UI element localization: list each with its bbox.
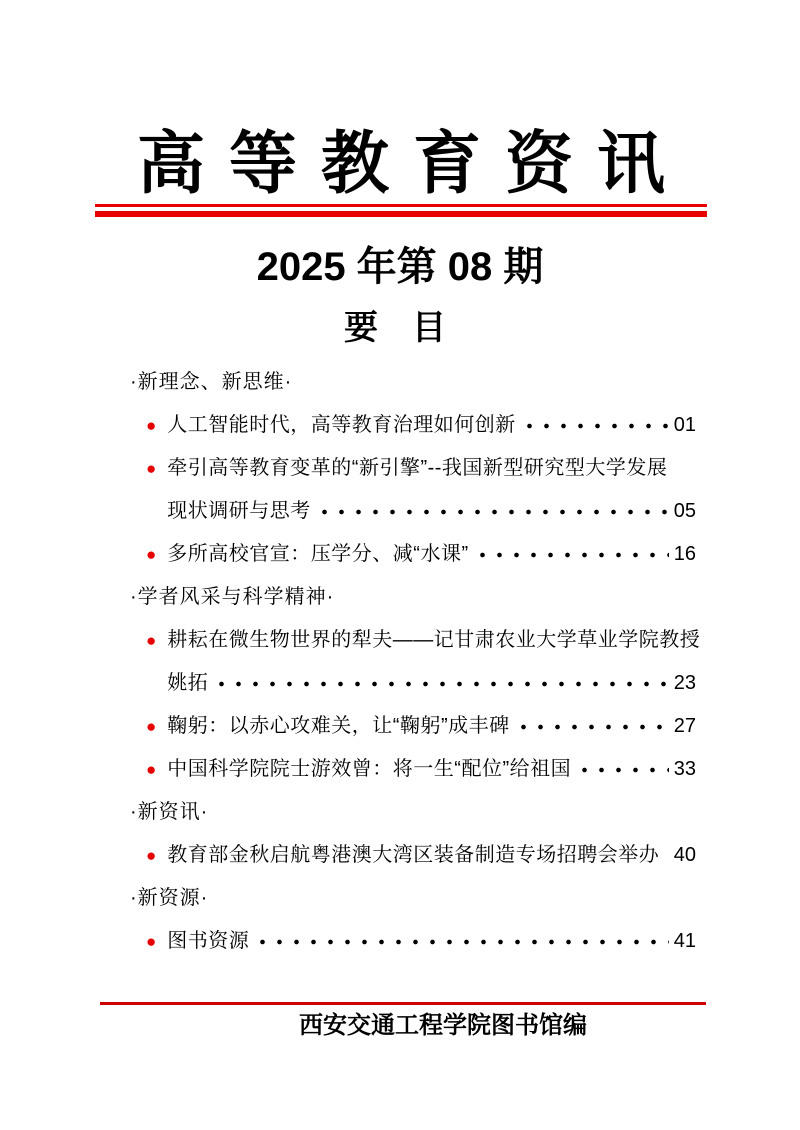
toc-page-number: 40 xyxy=(673,844,696,866)
dot-leader xyxy=(316,490,669,533)
toc-item-body xyxy=(167,619,701,705)
toc-item-line xyxy=(167,619,701,662)
footer-rule xyxy=(100,1002,706,1005)
issue-line: 2025 年第 08 期 xyxy=(256,245,544,289)
toc-item-body xyxy=(167,533,696,576)
toc-item-line xyxy=(167,920,696,963)
toc-item-title: 中国科学院院士游效曾：将一生“配位”给祖国 xyxy=(167,758,572,780)
toc-item-body xyxy=(167,920,696,963)
masthead-double-rule xyxy=(95,204,707,217)
toc-page-number: 27 xyxy=(673,715,696,737)
toc-item-body xyxy=(167,748,696,791)
red-dot-bullet-icon: ● xyxy=(146,846,157,865)
toc-item-body xyxy=(167,404,696,447)
toc-item xyxy=(130,834,696,877)
toc-item-title: 教育部金秋启航粤港澳大湾区装备制造专场招聘会举办 xyxy=(167,844,660,866)
toc-item-line xyxy=(167,748,696,791)
red-dot-bullet-icon: ● xyxy=(146,717,157,736)
toc-page-number: 33 xyxy=(673,758,696,780)
toc-item xyxy=(130,619,701,705)
toc-item xyxy=(130,447,696,533)
toc-item-title: 牵引高等教育变革的“新引擎”--我国新型研究型大学发展 xyxy=(167,457,668,479)
toc-item xyxy=(130,705,696,748)
red-dot-bullet-icon: ● xyxy=(146,932,157,951)
red-dot-bullet-icon: ● xyxy=(146,631,157,650)
toc-item-line xyxy=(167,404,696,447)
toc-item-title: 多所高校官宣：压学分、减“水课” xyxy=(167,543,469,565)
footer-credit: 西安交通工程学院图书馆编 xyxy=(299,1012,587,1039)
toc-item xyxy=(130,748,696,791)
toc-item-title: 耕耘在微生物世界的犁夫——记甘肃农业大学草业学院教授 xyxy=(167,629,701,651)
toc-item-title: 人工智能时代，高等教育治理如何创新 xyxy=(167,414,516,436)
red-dot-bullet-icon: ● xyxy=(146,459,157,478)
dot-leader xyxy=(474,533,669,576)
toc-item-line xyxy=(167,834,696,877)
blank-leader xyxy=(664,834,668,877)
dot-leader xyxy=(254,920,668,963)
toc-item-title: 鞠躬：以赤心攻难关，让“鞠躬”成丰碑 xyxy=(167,715,510,737)
masthead-title: 高等教育资讯 xyxy=(136,124,689,204)
dot-leader xyxy=(576,748,669,791)
toc-item-body xyxy=(167,834,696,877)
dot-leader xyxy=(515,705,669,748)
red-dot-bullet-icon: ● xyxy=(146,416,157,435)
toc-page-number: 23 xyxy=(673,672,696,694)
toc-item-line xyxy=(167,447,696,490)
toc-section-label: ·新理念、新思维· xyxy=(130,371,293,393)
toc-item-line xyxy=(167,533,696,576)
rule-thick xyxy=(95,211,707,217)
toc-section-label: ·新资源· xyxy=(130,887,209,909)
toc-item-line xyxy=(167,705,696,748)
red-dot-bullet-icon: ● xyxy=(146,545,157,564)
toc-page-number: 41 xyxy=(673,930,696,952)
red-dot-bullet-icon: ● xyxy=(146,760,157,779)
toc-item-title-continued: 现状调研与思考 xyxy=(167,500,311,522)
toc-item xyxy=(130,404,696,447)
toc-item-body xyxy=(167,447,696,533)
toc-item-line xyxy=(167,662,696,705)
dot-leader xyxy=(521,404,669,447)
contents-heading: 要 目 xyxy=(344,308,446,348)
toc-item-title: 图书资源 xyxy=(167,930,250,952)
toc-item xyxy=(130,920,696,963)
toc-page-number: 16 xyxy=(673,543,696,565)
toc-section-label: ·学者风采与科学精神· xyxy=(130,586,335,608)
toc-page-number: 05 xyxy=(673,500,696,522)
toc-page-number: 01 xyxy=(673,414,696,436)
toc-section-label: ·新资讯· xyxy=(130,801,209,823)
table-of-contents xyxy=(130,361,701,963)
toc-item-title-continued: 姚拓 xyxy=(167,672,209,694)
toc-item xyxy=(130,533,696,576)
dot-leader xyxy=(213,662,668,705)
toc-item-line xyxy=(167,490,696,533)
toc-item-body xyxy=(167,705,696,748)
